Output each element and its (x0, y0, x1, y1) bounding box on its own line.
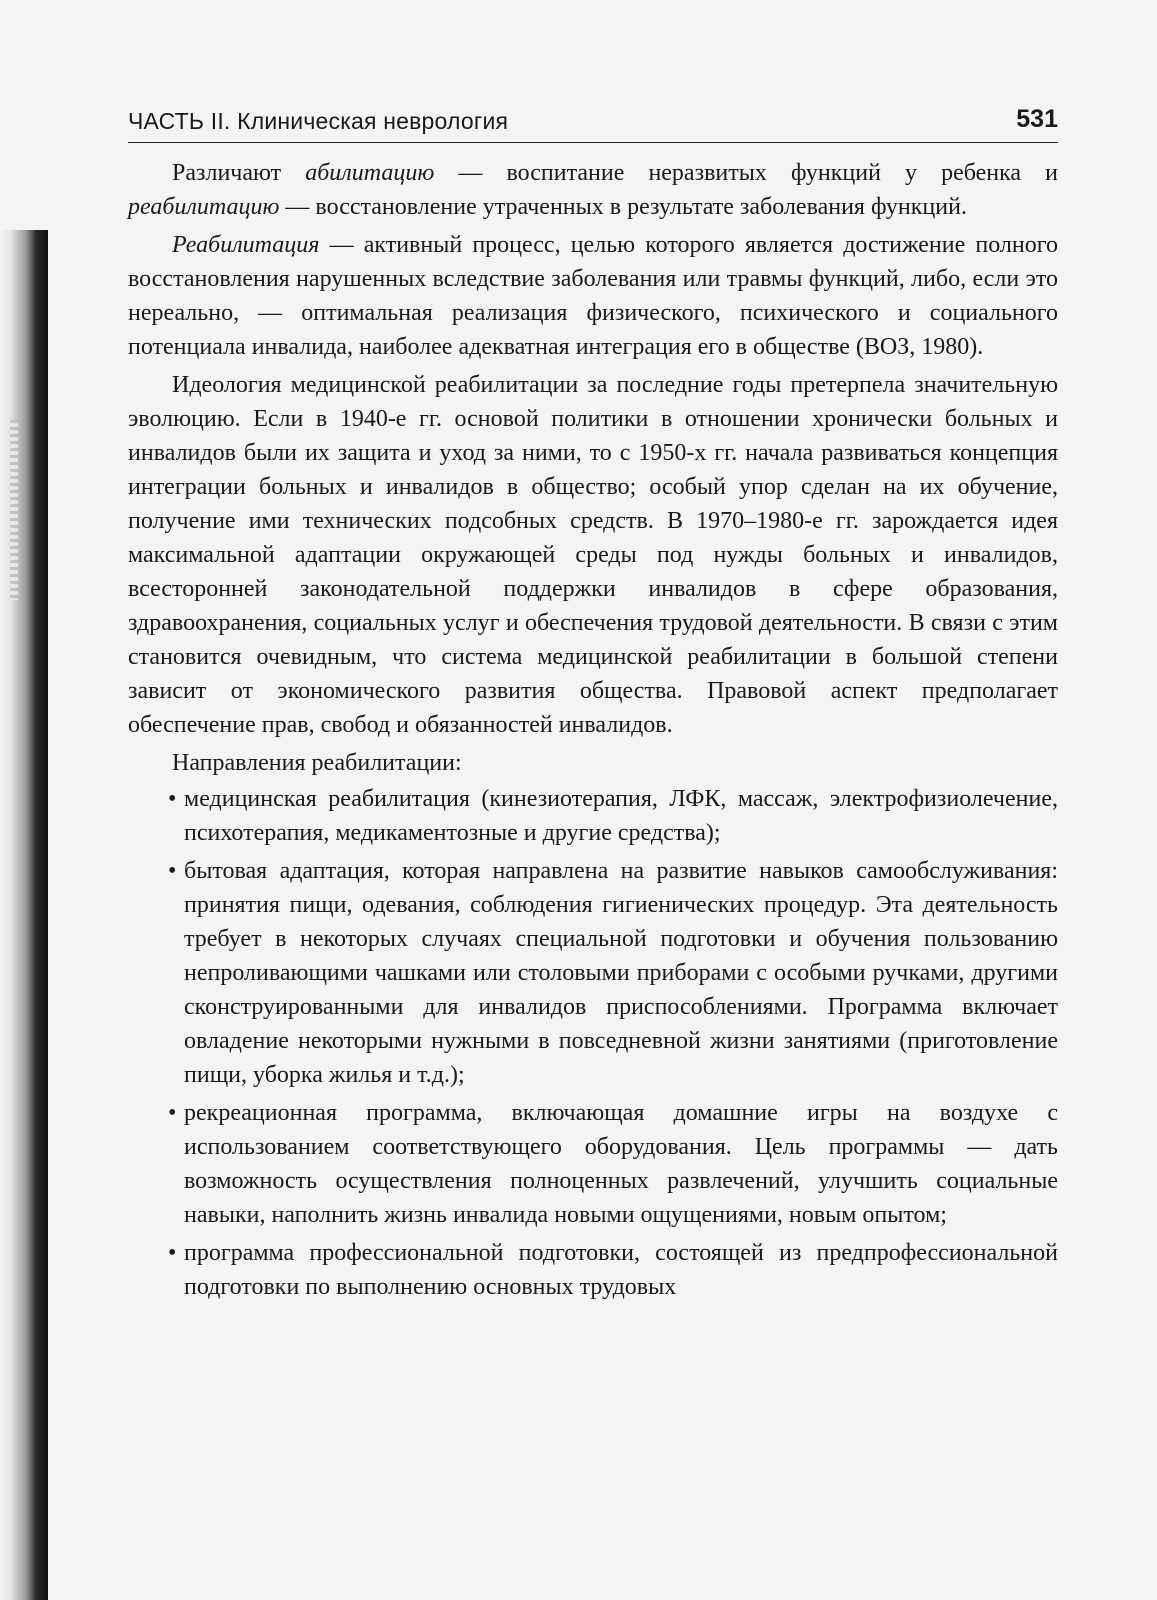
bullet-marker: • (168, 786, 177, 812)
list-item-text: рекреационная программа, включающая домашние игры на воздухе с использованием соответствующего оборудования. Цель программы — дать возможность осуществления полноценных развлечений, улучшить социальные навыки, наполнить жизнь инвалида новыми ощущениями, новым опытом; (184, 1100, 1058, 1228)
page-number: 531 (1016, 105, 1058, 133)
page-header (128, 104, 1058, 143)
paragraph-ideology: Идеология медицинской реабилитации за последние годы претерпела значительную эволюцию. Если в 1940-е гг. основой политики в отношении хронически больных и инвалидов были их защита и уход за ними, то с 1950-х гг. начала развиваться концепция интеграции больных и инвалидов в общество; особый упор сделан на их обучение, получение ими технических подсобных средств. В 1970–1980-е гг. зарождается идея максимальной адаптации окружающей среды под нужды больных и инвалидов, всесторонней законодательной поддержки инвалидов в сфере образования, здравоохранения, социальных услуг и обеспечения трудовой деятельности. В связи с этим становится очевидным, что система медицинской реабилитации в большой степени зависит от экономического развития общества. Правовой аспект предполагает обеспечение прав, свобод и обязанностей инвалидов. (128, 372, 1058, 738)
paragraph-habilitation (128, 156, 1058, 224)
list-item (168, 1236, 1058, 1304)
text-run: Различают (172, 160, 306, 186)
text-run: — воспитание неразвитых функций у ребенка и (434, 160, 1059, 186)
text-run: — восстановление утраченных в результате заболевания функций. (279, 194, 967, 220)
book-binding-shadow (0, 230, 48, 1600)
list-item-text: программа профессиональной подготовки, состоящей из предпрофессиональной подготовки по выполнению основных трудовых (184, 1240, 1058, 1300)
running-title: ЧАСТЬ II. Клиническая неврология (128, 108, 509, 134)
list-item (168, 782, 1058, 850)
bullet-marker: • (168, 858, 177, 884)
page-body (128, 156, 1058, 1308)
list-item (168, 1096, 1058, 1232)
bullet-marker: • (168, 1240, 177, 1266)
list-item-text: медицинская реабилитация (кинезиотерапия, ЛФК, массаж, электрофизиолечение, психотерапия, медикаментозные и другие средства); (184, 786, 1058, 846)
paragraph-rehabilitation-definition (128, 228, 1058, 364)
text-run: — активный процесс, целью которого является достижение полного восстановления нарушенных вследствие заболевания или травмы функций, либо, если это нереально, — оптимальная реализация физического, психического и социального потенциала инвалида, наиболее адекватная интеграция его в обществе (ВОЗ, 1980). (128, 232, 1058, 360)
term-rehabilitation: Реабилитация (172, 232, 320, 258)
list-item (168, 854, 1058, 1092)
bullet-marker: • (168, 1100, 177, 1126)
scan-margin-artifact (10, 420, 18, 600)
list-item-text: бытовая адаптация, которая направлена на развитие навыков самообслуживания: принятия пищи, одевания, соблюдения гигиенических процедур. Эта деятельность требует в некоторых случаях специальной подготовки и обучения пользованию непроливающими чашками или столовыми приборами с особыми ручками, другими сконструированными для инвалидов приспособлениями. Программа включает овладение некоторыми нужными в повседневной жизни занятиями (приготовление пищи, уборка жилья и т.д.); (184, 858, 1058, 1088)
directions-list (128, 782, 1058, 1304)
term-rehabilitation: реабилитацию (128, 194, 280, 220)
term-habilitation: абилитацию (305, 160, 435, 186)
directions-heading: Направления реабилитации: (172, 750, 462, 776)
